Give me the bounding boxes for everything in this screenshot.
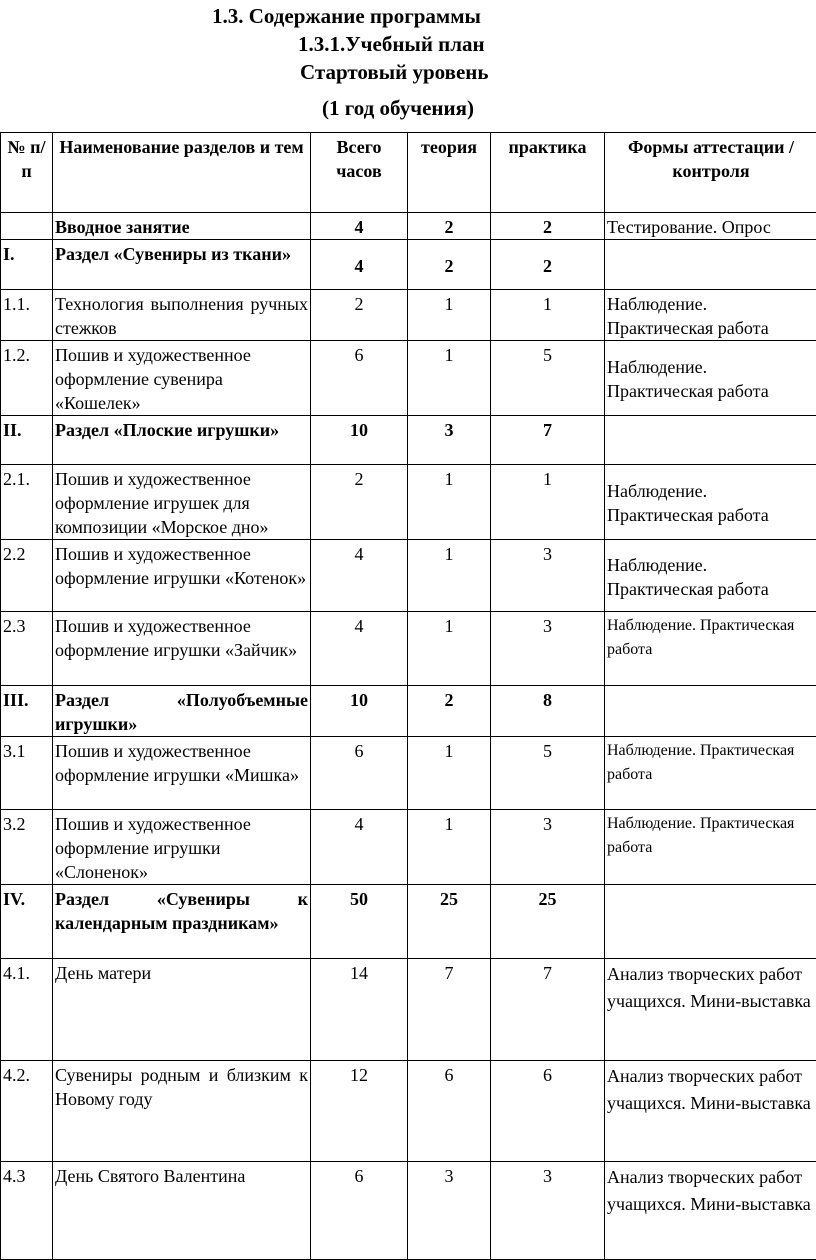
row-theory: 3 <box>408 416 491 465</box>
row-theory: 7 <box>408 959 491 1061</box>
row-practice: 25 <box>491 885 605 959</box>
table-row <box>1 465 816 540</box>
row-total: 2 <box>311 465 408 540</box>
row-practice: 7 <box>491 959 605 1061</box>
row-name: Пошив и художественное оформление игрушки «Зайчик» <box>53 612 311 686</box>
row-name: Пошив и художественное оформление игрушки «Мишка» <box>53 737 311 810</box>
row-number: 4.3 <box>1 1162 53 1260</box>
row-number: 1.2. <box>1 341 53 416</box>
row-forms <box>605 416 816 465</box>
row-theory: 2 <box>408 240 491 290</box>
row-number: 2.3 <box>1 612 53 686</box>
row-total: 2 <box>311 290 408 341</box>
table-row <box>1 213 816 240</box>
table-row <box>1 810 816 885</box>
col-header-forms: Формы аттестации /контроля <box>605 133 816 213</box>
row-number: 2.2 <box>1 540 53 612</box>
row-name: Сувениры родным и близким к Новому году <box>53 1061 311 1162</box>
row-number: III. <box>1 686 53 737</box>
col-header-total-hours: Всего часов <box>311 133 408 213</box>
section-heading: 1.3. Содержание программы <box>212 4 481 28</box>
row-total: 4 <box>311 612 408 686</box>
table-row-section <box>1 686 816 737</box>
row-theory: 1 <box>408 810 491 885</box>
table-row-section <box>1 240 816 290</box>
row-total: 4 <box>311 240 408 290</box>
row-forms: Анализ творческих работ учащихся. Мини-выставка <box>605 1162 816 1260</box>
row-practice: 1 <box>491 465 605 540</box>
row-number: 1.1. <box>1 290 53 341</box>
table-row <box>1 959 816 1061</box>
row-theory: 2 <box>408 686 491 737</box>
col-header-number: № п/п <box>1 133 53 213</box>
row-forms: Тестирование. Опрос <box>605 213 816 240</box>
table-row <box>1 1061 816 1162</box>
row-total: 14 <box>311 959 408 1061</box>
row-number: II. <box>1 416 53 465</box>
row-forms: Наблюдение. Практическая работа <box>605 290 816 341</box>
row-number: 4.2. <box>1 1061 53 1162</box>
table-header-row <box>1 133 816 213</box>
year-heading: (1 год обучения) <box>322 96 474 120</box>
row-name: Раздел «Полуобъемные игрушки» <box>53 686 311 737</box>
col-header-practice: практика <box>491 133 605 213</box>
subsection-heading: 1.3.1.Учебный план <box>298 32 485 56</box>
curriculum-table <box>0 132 816 1260</box>
row-forms <box>605 885 816 959</box>
table-row-section <box>1 416 816 465</box>
row-practice: 3 <box>491 540 605 612</box>
table-row-section <box>1 885 816 959</box>
row-forms: Наблюдение. Практическая работа <box>605 737 816 810</box>
row-number: 3.2 <box>1 810 53 885</box>
row-total: 10 <box>311 416 408 465</box>
row-practice: 3 <box>491 612 605 686</box>
row-name: Пошив и художественное оформление игрушек для композиции «Морское дно» <box>53 465 311 540</box>
row-forms: Анализ творческих работ учащихся. Мини-выставка <box>605 1061 816 1162</box>
row-number: IV. <box>1 885 53 959</box>
table-row <box>1 737 816 810</box>
row-name: Пошив и художественное оформление сувенира «Кошелек» <box>53 341 311 416</box>
row-practice: 3 <box>491 810 605 885</box>
row-practice: 6 <box>491 1061 605 1162</box>
row-theory: 1 <box>408 540 491 612</box>
row-forms: Наблюдение. Практическая работа <box>605 612 816 686</box>
row-name: Раздел «Плоские игрушки» <box>53 416 311 465</box>
level-heading: Стартовый уровень <box>300 60 489 84</box>
row-total: 6 <box>311 1162 408 1260</box>
row-total: 10 <box>311 686 408 737</box>
row-number: 3.1 <box>1 737 53 810</box>
row-theory: 6 <box>408 1061 491 1162</box>
row-theory: 2 <box>408 213 491 240</box>
row-total: 4 <box>311 810 408 885</box>
row-theory: 1 <box>408 341 491 416</box>
row-practice: 1 <box>491 290 605 341</box>
row-forms: Наблюдение. Практическая работа <box>605 341 816 416</box>
table-row <box>1 290 816 341</box>
row-total: 4 <box>311 213 408 240</box>
row-number: 4.1. <box>1 959 53 1061</box>
row-forms <box>605 240 816 290</box>
row-name: Технология выполнения ручных стежков <box>53 290 311 341</box>
row-total: 6 <box>311 737 408 810</box>
row-forms <box>605 686 816 737</box>
row-name: День Святого Валентина <box>53 1162 311 1260</box>
row-number: I. <box>1 240 53 290</box>
row-practice: 7 <box>491 416 605 465</box>
row-theory: 3 <box>408 1162 491 1260</box>
row-name: Раздел «Сувениры из ткани» <box>53 240 311 290</box>
row-name: Вводное занятие <box>53 213 311 240</box>
row-forms: Наблюдение. Практическая работа <box>605 540 816 612</box>
row-number <box>1 213 53 240</box>
table-row <box>1 1162 816 1260</box>
row-forms: Наблюдение. Практическая работа <box>605 465 816 540</box>
row-total: 4 <box>311 540 408 612</box>
row-practice: 2 <box>491 213 605 240</box>
table-row <box>1 341 816 416</box>
row-total: 12 <box>311 1061 408 1162</box>
row-practice: 2 <box>491 240 605 290</box>
row-number: 2.1. <box>1 465 53 540</box>
row-forms: Наблюдение. Практическая работа <box>605 810 816 885</box>
row-name: Раздел «Сувениры к календарным праздникам» <box>53 885 311 959</box>
col-header-name: Наименование разделов и тем <box>53 133 311 213</box>
row-theory: 25 <box>408 885 491 959</box>
row-name: Пошив и художественное оформление игрушки «Котенок» <box>53 540 311 612</box>
row-theory: 1 <box>408 290 491 341</box>
row-name: День матери <box>53 959 311 1061</box>
row-name: Пошив и художественное оформление игрушки «Слоненок» <box>53 810 311 885</box>
row-practice: 8 <box>491 686 605 737</box>
row-forms: Анализ творческих работ учащихся. Мини-выставка <box>605 959 816 1061</box>
table-row <box>1 540 816 612</box>
row-practice: 5 <box>491 737 605 810</box>
table-row <box>1 612 816 686</box>
row-total: 6 <box>311 341 408 416</box>
row-total: 50 <box>311 885 408 959</box>
row-theory: 1 <box>408 612 491 686</box>
col-header-theory: теория <box>408 133 491 213</box>
row-theory: 1 <box>408 465 491 540</box>
row-practice: 5 <box>491 341 605 416</box>
row-practice: 3 <box>491 1162 605 1260</box>
row-theory: 1 <box>408 737 491 810</box>
